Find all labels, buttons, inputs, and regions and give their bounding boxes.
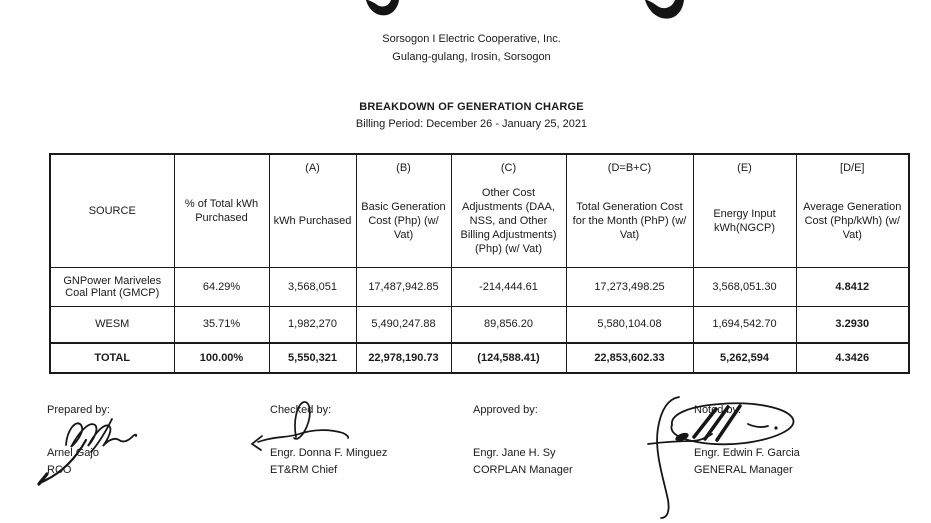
generation-charge-table — [49, 153, 910, 374]
table-header-row — [50, 154, 909, 268]
cell-total-cost: 22,853,602.33 — [566, 343, 693, 373]
cell-energy-input: 3,568,051.30 — [693, 268, 796, 307]
letterhead-flourish-icon — [366, 0, 684, 19]
table-row-total — [50, 343, 909, 373]
signature-name: Engr. Donna F. Minguez — [270, 447, 388, 459]
cell-other-adjustments: 89,856.20 — [451, 307, 566, 343]
cell-other-adjustments: (124,588.41) — [451, 343, 566, 373]
cell-basic-cost: 22,978,190.73 — [356, 343, 451, 373]
billing-period: Billing Period: December 26 - January 25, 2021 — [355, 118, 588, 130]
signature-role: GENERAL Manager — [694, 464, 793, 476]
signature-title: Approved by: — [473, 404, 538, 416]
cell-source: GNPower Mariveles Coal Plant (GMCP) — [50, 268, 174, 307]
cell-kwh: 5,550,321 — [269, 343, 356, 373]
signature-title: Checked by: — [270, 404, 332, 416]
cell-kwh: 3,568,051 — [269, 268, 356, 307]
document-title: BREAKDOWN OF GENERATION CHARGE — [359, 101, 584, 113]
col-header-other-cost-adjustments: (C) Other Cost Adjustments (DAA, NSS, and Other Billing Adjustments) (Php) (w/ Vat) — [451, 154, 566, 268]
signature-name: Engr. Edwin F. Garcia — [694, 447, 800, 459]
table-row-wesm — [50, 307, 909, 343]
cell-pct: 35.71% — [174, 307, 269, 343]
col-header-kwh-purchased: (A) kWh Purchased — [269, 154, 356, 268]
signature-title: Prepared by: — [47, 404, 110, 416]
table-row-gnpower — [50, 268, 909, 307]
company-address: Gulang-gulang, Irosin, Sorsogon — [392, 51, 551, 63]
cell-average-cost: 4.3426 — [796, 343, 909, 373]
col-header-energy-input: (E) Energy Input kWh(NGCP) — [693, 154, 796, 268]
cell-pct: 100.00% — [174, 343, 269, 373]
cell-energy-input: 1,694,542.70 — [693, 307, 796, 343]
cell-basic-cost: 5,490,247.88 — [356, 307, 451, 343]
cell-energy-input: 5,262,594 — [693, 343, 796, 373]
col-header-pct-purchased: % of Total kWh Purchased — [174, 154, 269, 268]
signature-role: CORPLAN Manager — [473, 464, 573, 476]
letterhead — [6, 30, 931, 66]
cell-source: WESM — [50, 307, 174, 343]
signature-block-approved — [473, 403, 573, 479]
cell-other-adjustments: -214,444.61 — [451, 268, 566, 307]
signature-role: RCO — [47, 464, 72, 476]
document-title-block — [6, 99, 931, 133]
col-header-basic-generation-cost: (B) Basic Generation Cost (Php) (w/ Vat) — [356, 154, 451, 268]
signature-name: Engr. Jane H. Sy — [473, 447, 556, 459]
cell-basic-cost: 17,487,942.85 — [356, 268, 451, 307]
cell-average-cost: 4.8412 — [796, 268, 909, 307]
signature-name: Arnel Gajo — [47, 447, 99, 459]
cell-average-cost: 3.2930 — [796, 307, 909, 343]
cell-pct: 64.29% — [174, 268, 269, 307]
signature-block-noted — [694, 403, 800, 479]
signature-block-prepared — [47, 403, 110, 479]
signature-block-checked — [270, 403, 387, 479]
cell-total-cost: 5,580,104.08 — [566, 307, 693, 343]
col-header-source: SOURCE — [50, 154, 174, 268]
signature-title: Noted by: — [694, 404, 742, 416]
company-name: Sorsogon I Electric Cooperative, Inc. — [382, 33, 561, 45]
col-header-total-generation-cost: (D=B+C) Total Generation Cost for the Month (PhP) (w/ Vat) — [566, 154, 693, 268]
cell-total-cost: 17,273,498.25 — [566, 268, 693, 307]
col-header-average-generation-cost: [D/E] Average Generation Cost (Php/kWh) (w/ Vat) — [796, 154, 909, 268]
signature-role: ET&RM Chief — [270, 464, 338, 476]
cell-kwh: 1,982,270 — [269, 307, 356, 343]
cell-source: TOTAL — [50, 343, 174, 373]
